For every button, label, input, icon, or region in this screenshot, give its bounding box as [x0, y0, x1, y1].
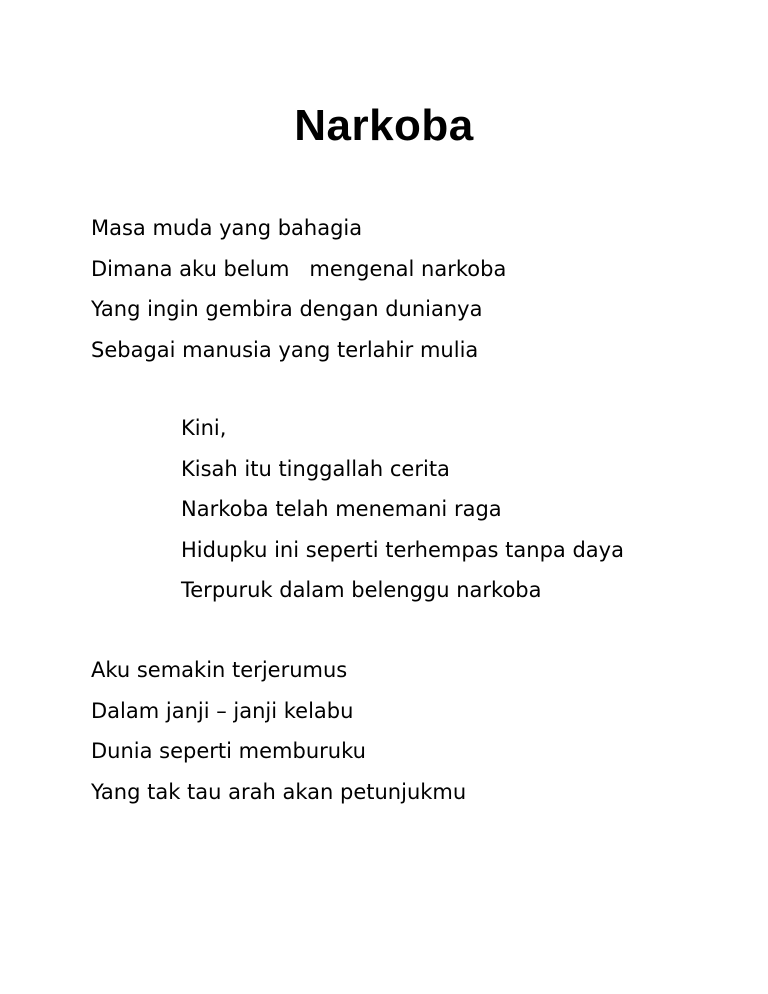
poem-line: Dalam janji – janji kelabu	[91, 698, 354, 723]
poem-line: Masa muda yang bahagia	[91, 216, 363, 240]
poem-line: Dunia seperti memburuku	[91, 739, 366, 763]
poem-line: Terpuruk dalam belenggu narkoba	[181, 578, 542, 602]
poem-title: Narkoba	[294, 101, 474, 150]
stanza-3	[91, 650, 466, 812]
poem-line: Dimana aku belum mengenal narkoba	[91, 256, 507, 281]
poem-line: Kisah itu tinggallah cerita	[181, 456, 450, 481]
poem-line: Aku semakin terjerumus	[91, 658, 348, 682]
poem-line: Hidupku ini seperti terhempas tanpa daya	[181, 537, 624, 562]
poem-line: Kini,	[181, 416, 227, 440]
poem-line: Yang tak tau arah akan petunjukmu	[91, 779, 467, 804]
stanza-1	[91, 208, 506, 370]
poem-line: Yang ingin gembira dengan dunianya	[91, 297, 483, 321]
stanza-2	[181, 408, 624, 611]
poem-line: Sebagai manusia yang terlahir mulia	[91, 337, 479, 362]
poem-line: Narkoba telah menemani raga	[181, 497, 502, 521]
